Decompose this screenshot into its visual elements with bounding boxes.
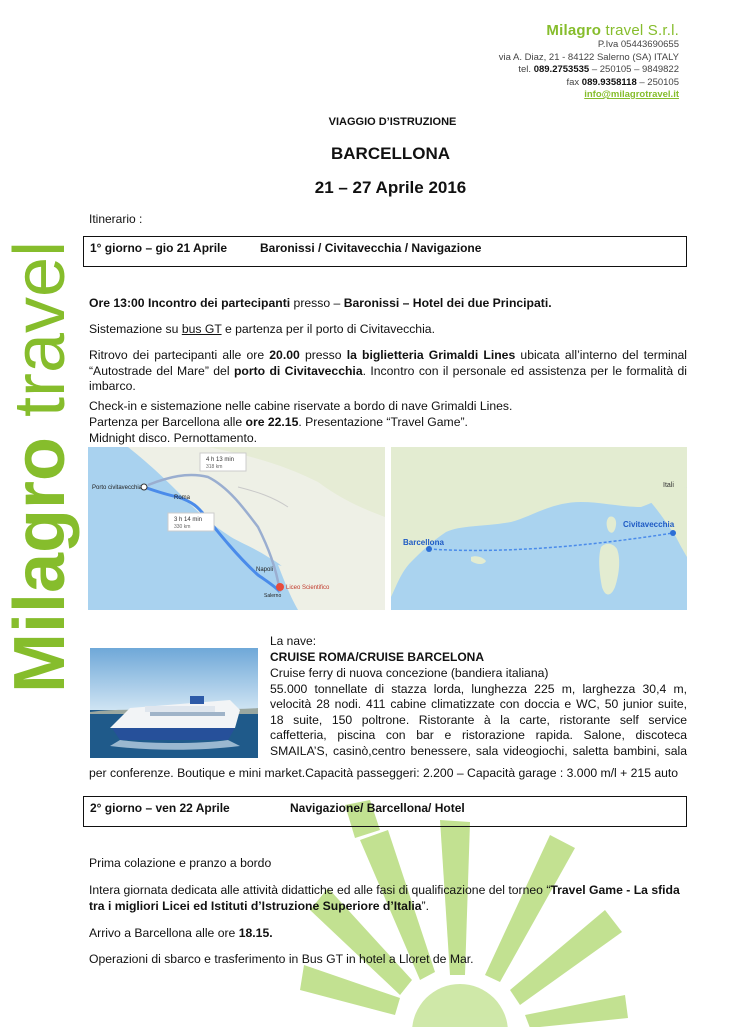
day1-night: Midnight disco. Pernottamento. <box>89 431 258 445</box>
meeting-time: Ore 13:00 Incontro dei partecipanti <box>89 296 291 310</box>
brand-light: travel S.r.l. <box>605 22 679 39</box>
itinerary-label: Itinerario : <box>89 212 143 226</box>
day2-activities <box>89 883 687 914</box>
ship-line-6: SMAILA’S, casinò,centro benessere, sala videogiochi, saletta bambini, sala <box>270 743 687 758</box>
map2-barcellona: Barcellona <box>403 538 444 547</box>
activities-text-b: ”. <box>421 898 429 913</box>
departure-text-b: . Presentazione “Travel Game”. <box>298 415 468 429</box>
day2-meals: Prima colazione e pranzo a bordo <box>89 856 272 870</box>
phone-line <box>499 64 679 77</box>
day2-arrival <box>89 926 687 942</box>
arrival-text: Arrivo a Barcellona alle ore <box>89 926 239 940</box>
tel-main: 089.2753535 <box>533 64 590 75</box>
day1-meeting <box>89 296 687 312</box>
ship-name: CRUISE ROMA/CRUISE BARCELONA <box>270 650 485 664</box>
meeting-sep: presso – <box>290 296 344 310</box>
map1-port: Porto civitavecchia <box>92 485 143 491</box>
map1-time2: 3 h 14 min <box>174 517 203 523</box>
meeting-place: Baronissi – Hotel dei due Principati. <box>343 296 552 310</box>
ship-photo <box>90 648 258 758</box>
fax-main: 089.9358118 <box>581 76 637 88</box>
day1-terminal <box>89 348 687 395</box>
ship-line-7: per conferenze. Boutique e mini market.Capacità passeggeri: 2.200 – Capacità garage : 3.000 m/l + 215 auto <box>89 766 679 780</box>
email-link[interactable]: info@milagrotravel.it <box>584 89 679 100</box>
fax-label: fax <box>566 76 580 88</box>
bus-text-b: e partenza per il porto di Civitavecchia. <box>221 322 435 336</box>
map-ferry-route <box>391 447 687 610</box>
ship-details <box>270 666 687 759</box>
map2-italia: Itali <box>663 482 674 489</box>
company-header <box>499 22 679 102</box>
email-line <box>499 89 679 102</box>
map1-salerno: Salerno <box>264 593 282 599</box>
vertical-logo <box>0 225 80 695</box>
trip-dates: 21 – 27 Aprile 2016 <box>314 178 467 197</box>
terminal-text-c: ubicata all’interno del terminal “Autostrade del Mare” del <box>89 348 687 378</box>
map1-napoli: Napoli <box>256 567 274 573</box>
ship-intro: La nave: <box>270 634 317 648</box>
day1-checkin: Check-in e sistemazione nelle cabine riservate a bordo di nave Grimaldi Lines. <box>89 399 513 413</box>
activities-text-a: Intera giornata dedicata alle attività didattiche ed alle fasi di qualificazione del torneo “ <box>89 883 551 897</box>
ship-line-1: Cruise ferry di nuova concezione (bandiera italiana) <box>270 666 549 680</box>
day2-route: Navigazione/ Barcellona/ Hotel <box>290 801 465 815</box>
departure-time: ore 22.15 <box>245 415 299 429</box>
fax-line <box>499 77 679 90</box>
day1-route: Baronissi / Civitavecchia / Navigazione <box>260 241 482 255</box>
destination-title: BARCELLONA <box>331 144 450 163</box>
brand-bold: Milagro <box>546 22 602 39</box>
terminal-port: porto di Civitavecchia <box>233 363 363 378</box>
vat-number: P.Iva 05443690655 <box>597 39 679 50</box>
bus-gt: bus GT <box>181 322 222 336</box>
map1-time1: 4 h 13 min <box>206 457 235 463</box>
departure-text-a: Partenza per Barcellona alle <box>89 415 246 429</box>
day1-departure <box>89 415 687 431</box>
tel-rest: – 250105 – 9849822 <box>591 64 679 75</box>
company-address: via A. Diaz, 21 - 84122 Salerno (SA) ITALY <box>498 51 679 63</box>
map1-roma: Roma <box>174 495 191 501</box>
terminal-text-d: . Incontro con il personale ed assistenza per le formalità di imbarco. <box>89 363 688 393</box>
trip-kind: VIAGGIO D’ISTRUZIONE <box>328 116 457 128</box>
ship-line-3: velocità 28 nodi. 411 cabine climatizzate con doccia e WC, 50 junior suite, <box>270 697 687 711</box>
terminal-office: la biglietteria Grimaldi Lines <box>346 348 516 362</box>
terminal-text-a: Ritrovo dei partecipanti alle ore <box>89 348 270 362</box>
map1-dist2: 330 km <box>174 524 191 530</box>
svg-text:Milagro travel: Milagro travel <box>0 240 80 693</box>
company-name <box>499 22 679 39</box>
ship-line-2: 55.000 tonnellate di stazza lorda, lunghezza 225 m, larghezza 30,4 m, <box>270 681 687 696</box>
terminal-text-b: presso <box>299 348 347 362</box>
map-italy-route <box>88 447 385 610</box>
map2-civitavecchia: Civitavecchia <box>623 520 675 529</box>
bus-text-a: Sistemazione su <box>89 322 182 336</box>
day2-transfer: Operazioni di sbarco e trasferimento in Bus GT in hotel a Lloret de Mar. <box>89 952 474 966</box>
arrival-time: 18.15. <box>238 926 273 940</box>
activities-tournament: Travel Game - La sfida tra i migliori Licei ed Istituti d’Istruzione Superiore d’Italia <box>89 883 680 913</box>
day2-date: 2° giorno – ven 22 Aprile <box>90 801 230 815</box>
ship-line-5: caffetteria, piscina con bar e ristorazione rapida. Salone, discoteca <box>270 728 687 742</box>
map1-dist1: 318 km <box>206 464 223 470</box>
map1-liceo: Liceo Scientifico <box>286 585 330 591</box>
terminal-time: 20.00 <box>269 348 300 362</box>
ship-line-4: 18 suite, 150 poltrone. Ristorante à la carte, ristorante self service <box>270 712 687 727</box>
day1-header-box <box>83 236 687 267</box>
day1-date: 1° giorno – gio 21 Aprile <box>90 241 228 255</box>
tel-label: tel. <box>518 64 532 75</box>
day1-bus <box>89 322 687 338</box>
fax-rest: – 250105 <box>639 76 679 88</box>
day2-header-box <box>83 796 687 827</box>
